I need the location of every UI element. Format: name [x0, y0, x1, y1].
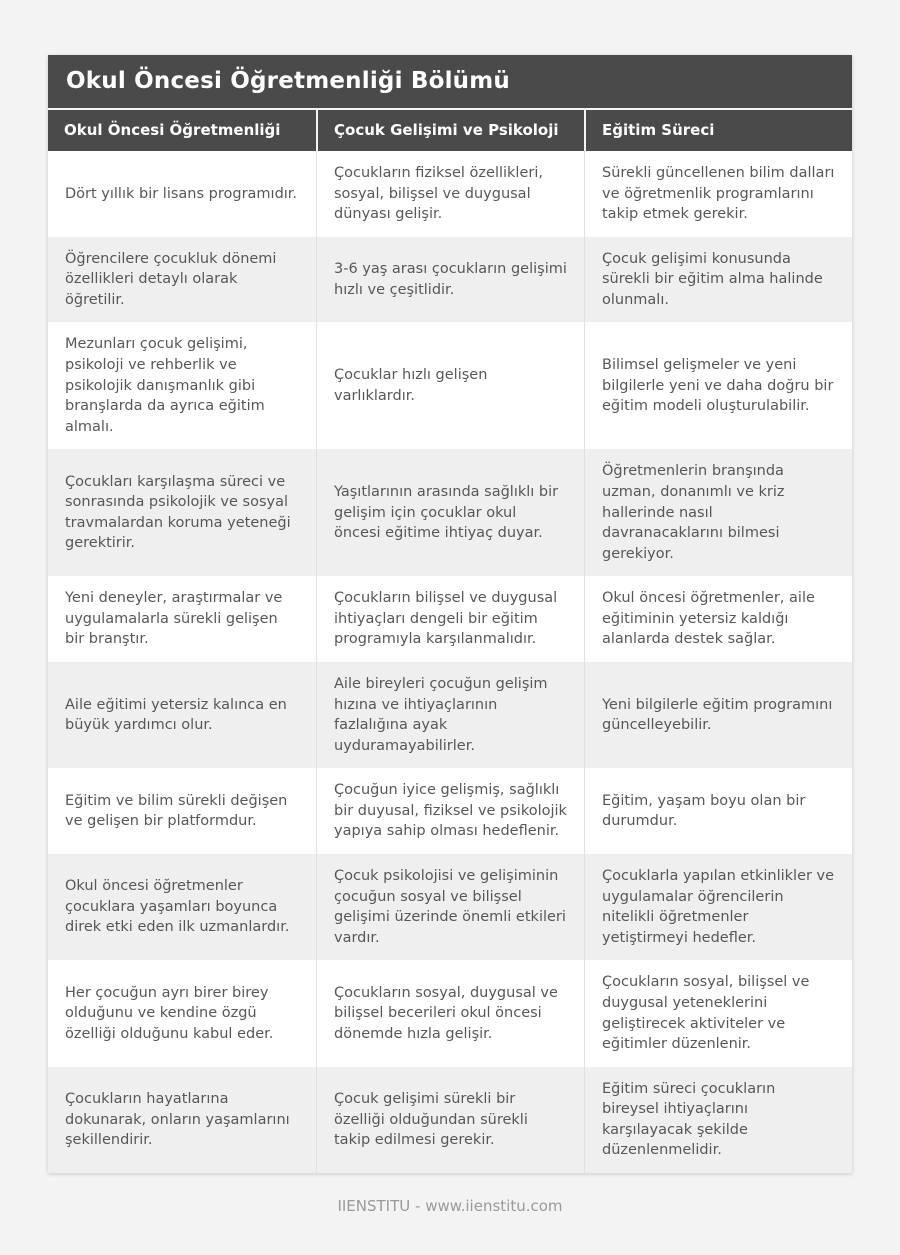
- table-cell: Aile bireyleri çocuğun gelişim hızına ve ihtiyaçlarının fazlalığına ayak uyduramayabilirler.: [316, 662, 584, 768]
- table-cell: Çocuğun iyice gelişmiş, sağlıklı bir duyusal, fiziksel ve psikolojik yapıya sahip olması hedeflenir.: [316, 768, 584, 854]
- table-cell: Okul öncesi öğretmenler, aile eğitiminin yetersiz kaldığı alanlarda destek sağlar.: [584, 576, 852, 662]
- table-cell: Eğitim ve bilim sürekli değişen ve gelişen bir platformdur.: [65, 792, 288, 830]
- table-cell: Yeni deneyler, araştırmalar ve uygulamalarla sürekli gelişen bir branştır.: [65, 590, 283, 648]
- table-cell: Çocukların sosyal, bilişsel ve duygusal yeteneklerini geliştirecek aktiviteler ve eğitimler düzenlenir.: [584, 960, 852, 1066]
- table-row: [48, 449, 852, 576]
- table-row: [48, 1067, 852, 1173]
- table-row: [48, 237, 852, 323]
- column-header-cocuk-gelisimi-ve-psikoloji: Çocuk Gelişimi ve Psikoloji: [316, 110, 584, 151]
- table-row: [48, 854, 852, 960]
- table-cell: Bilimsel gelişmeler ve yeni bilgilerle yeni ve daha doğru bir eğitim modeli oluşturulabilir.: [584, 322, 852, 449]
- table-cell: Çocuklarla yapılan etkinlikler ve uygulamalar öğrencilerin nitelikli öğretmenler yetiştirmeyi hedefler.: [584, 854, 852, 960]
- table-cell: Çocukların bilişsel ve duygusal ihtiyaçları dengeli bir eğitim programıyla karşılanmalıdır.: [316, 576, 584, 662]
- table-cell: Her çocuğun ayrı birer birey olduğunu ve kendine özgü özelliği olduğunu kabul eder.: [65, 984, 274, 1042]
- table-cell: Aile eğitimi yetersiz kalınca en büyük yardımcı olur.: [65, 696, 287, 734]
- table-row: [48, 151, 852, 237]
- table-cell: Eğitim süreci çocukların bireysel ihtiyaçlarını karşılayacak şekilde düzenlenmelidir.: [584, 1067, 852, 1173]
- page-title: Okul Öncesi Öğretmenliği Bölümü: [48, 55, 852, 110]
- table-cell: Eğitim, yaşam boyu olan bir durumdur.: [584, 768, 852, 854]
- table-row: [48, 322, 852, 449]
- table-cell: Öğrencilere çocukluk dönemi özellikleri detaylı olarak öğretilir.: [65, 250, 277, 308]
- table-cell: Çocukların sosyal, duygusal ve bilişsel becerileri okul öncesi dönemde hızla gelişir.: [316, 960, 584, 1066]
- table-cell: Yaşıtlarının arasında sağlıklı bir gelişim için çocuklar okul öncesi eğitime ihtiyaç duyar.: [316, 449, 584, 576]
- table-cell: Çocukları karşılaşma süreci ve sonrasında psikolojik ve sosyal travmalardan koruma yeteneği gerektirir.: [65, 473, 291, 552]
- table-cell: Okul öncesi öğretmenler çocuklara yaşamları boyunca direk etki eden ilk uzmanlardır.: [65, 878, 290, 936]
- column-header-egitim-sureci: Eğitim Süreci: [584, 110, 852, 151]
- table-cell: Öğretmenlerin branşında uzman, donanımlı ve kriz hallerinde nasıl davranacaklarını bilmesi gerekiyor.: [584, 449, 852, 576]
- table-row: [48, 768, 852, 854]
- table-body: [48, 151, 852, 1173]
- table-cell: Mezunları çocuk gelişimi, psikoloji ve rehberlik ve psikolojik danışmanlık gibi branşlarda da ayrıca eğitim almalı.: [65, 336, 265, 435]
- content-card: [48, 55, 852, 1173]
- table-cell: 3-6 yaş arası çocukların gelişimi hızlı ve çeşitlidir.: [316, 237, 584, 323]
- table-cell: Yeni bilgilerle eğitim programını güncelleyebilir.: [584, 662, 852, 768]
- table-cell: Çocuk psikolojisi ve gelişiminin çocuğun sosyal ve bilişsel gelişimi üzerinde önemli etkileri vardır.: [316, 854, 584, 960]
- table-cell: Çocuk gelişimi konusunda sürekli bir eğitim alma halinde olunmalı.: [584, 237, 852, 323]
- table-header-row: [48, 110, 852, 151]
- footer-credit: IIENSTITU - www.iienstitu.com: [337, 1196, 563, 1215]
- table-cell: Dört yıllık bir lisans programıdır.: [65, 185, 298, 202]
- table-row: [48, 662, 852, 768]
- table-cell: Çocuk gelişimi sürekli bir özelliği olduğundan sürekli takip edilmesi gerekir.: [316, 1067, 584, 1173]
- table-cell: Çocukların fiziksel özellikleri, sosyal, bilişsel ve duygusal dünyası gelişir.: [316, 151, 584, 237]
- table-row: [48, 576, 852, 662]
- table-cell: Sürekli güncellenen bilim dalları ve öğretmenlik programlarını takip etmek gerekir.: [584, 151, 852, 237]
- table-row: [48, 960, 852, 1066]
- table-cell: Çocuklar hızlı gelişen varlıklardır.: [316, 322, 584, 449]
- table-cell: Çocukların hayatlarına dokunarak, onların yaşamlarını şekillendirir.: [65, 1090, 290, 1149]
- column-header-okul-oncesi-ogretmenligi: Okul Öncesi Öğretmenliği: [64, 121, 281, 139]
